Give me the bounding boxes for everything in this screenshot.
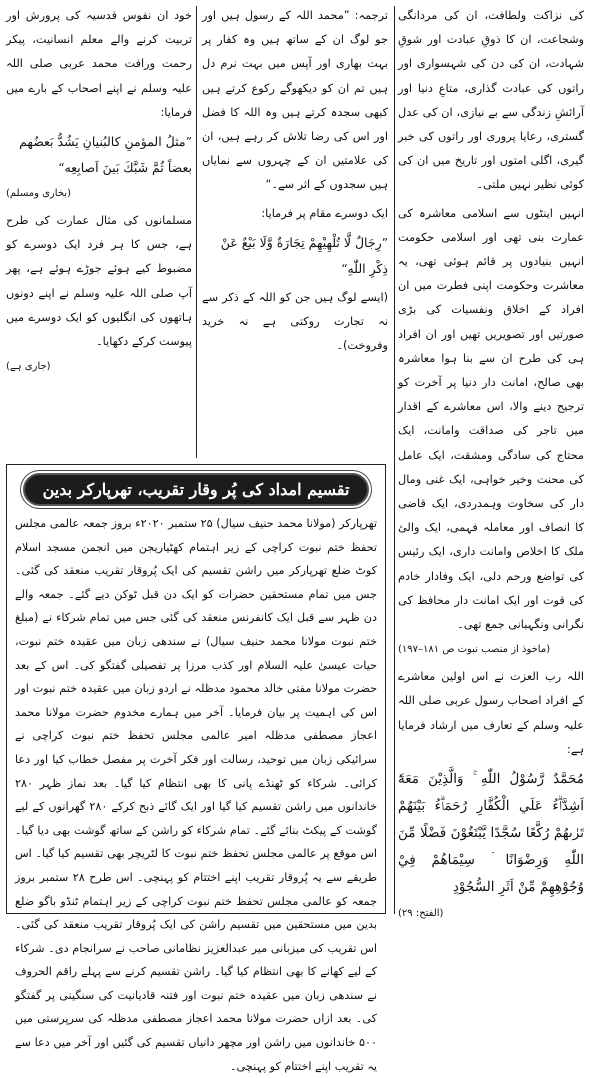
right-column: [398, 4, 584, 920]
right-column-paragraph-3: اللہ رب العزت نے اس اولین معاشرے کے افراد اصحاب رسول عربی صلی اللہ علیہ وسلم کے تعارف میں ارشاد فرمایا ہے:: [398, 670, 584, 756]
middle-column-intro: ایک دوسرے مقام پر فرمایا:: [261, 206, 388, 220]
continued-label: (جاری ہے): [6, 361, 51, 373]
news-body: تھرپارکر (مولانا محمد حنیف سیال) ۲۵ ستمبر ۲۰۲۰ء بروز جمعہ عالمی مجلس تحفظ ختم نبوت کراچی کے زیر اہتمام کھٹیاریجن میں انجمن مسجد اسلام کوٹ ضلع تھرپارکر میں راشن تقسیم کی ایک پُروقار تقریب منعقد کی گئی۔ جس میں تمام مستحقین حضرات کو ایک دن قبل ٹوکن دیے گئے۔ جمعہ والے دن ظہر سے قبل ایک کانفرنس منعقد کی گئی جس میں تمام شرکاء نے (مبلغ ختم نبوت مولانا محمد حنیف سیال) نے سندھی زبان میں عقیدہ ختم نبوت، حیات عیسیٰ علیہ السلام اور کذب مرزا پر تفصیلی گفتگو کی۔ اس کے بعد حضرت مولانا مفتی خالد محمود مدظلہ نے اردو زبان میں عقیدہ ختم نبوت اور اس کی اہمیت پر بیان فرمایا۔ آخر میں ہمارے مخدوم حضرت مولانا محمد اعجاز مصطفی مدظلہ امیر عالمی مجلس تحفظ ختم نبوت کراچی نے سرائیکی زبان میں توحید، رسالت اور فکر آخرت پر مفصل خطاب کیا اور دعا کرائی۔ شرکاء کو ٹھنڈے پانی کا بھی انتظام کیا گیا۔ بعد نماز ظہر ۲۸۰ خاندانوں میں راشن تقسیم کیا گیا اور ایک گائے ذبح کرکے ۲۸۰ گھرانوں کے لیے گوشت کے پیکٹ بنائے گئے۔ تمام شرکاء کو راشن کے ساتھ گوشت بھی دیا گیا۔ اس موقع پر عالمی مجلس تحفظ ختم نبوت کا لٹریچر بھی تقسیم کیا گیا۔ اس طریقے سے یہ پُروقار تقریب اپنے اختتام کو پہنچی۔ اس طرح ۲۸ ستمبر بروز جمعہ کو عالمی مجلس تحفظ ختم نبوت کراچی کے زیر اہتمام ٹنڈو باگو ضلع بدین میں مستحقین میں تقسیم راشن کی ایک پُروقار تقریب منعقد کی گئی۔ اس تقریب کی میزبانی میر عبدالعزیز نظامانی صاحب نے سرانجام دی۔ شرکاء کے لیے کھانے کا بھی انتظام کیا گیا۔ راشن تقسیم کرنے سے پہلے راقم الحروف نے سندھی زبان میں عقیدہ ختم نبوت اور فتنہ قادیانیت کی سنگینی پر گفتگو کی۔ بعد ازاں حضرت مولانا محمد اعجاز مصطفی مدظلہ کی سرپرستی میں ۵۰۰ خاندانوں میں راشن اور مچھر دانیاں تقسیم کی گئیں اور آخر میں دعا سے یہ تقریب اپنے اختتام کو پہنچی۔: [15, 517, 377, 1073]
middle-column-translation: (ایسے لوگ ہیں جن کو اللہ کے ذکر سے نہ تجارت روکتی ہے نہ خرید وفروخت)۔: [202, 290, 388, 353]
middle-column: [202, 4, 388, 462]
translation-paragraph: ترجمہ: ”محمد اللہ کے رسول ہیں اور جو لوگ ان کے ساتھ ہیں وہ کفار پر بہت بھاری اور آپس میں بہت نرم دل ہیں تم ان کو دیکھوگے رکوع کرتے ہیں کبھی سجدہ کرتے ہیں وہ اللہ کا فضل اور اس کی رضا تلاش کر رہے ہیں، ان کی علامتیں ان کے چہروں سے نمایاں ہیں سجدوں کے اثر سے۔“: [202, 9, 388, 192]
column-divider-left: [196, 6, 197, 458]
column-divider-right: [394, 6, 395, 914]
news-box: [6, 464, 386, 1073]
left-column: [6, 4, 192, 462]
left-column-paragraph-1: خود ان نفوس قدسیہ کی پرورش اور تربیت کرنے والے معلم انسانیت، پیکر رحمت ورافت محمد عربی صلی اللہ علیہ وسلم نے اپنے اصحاب کے بارے میں فرمایا:: [6, 9, 192, 119]
quran-verse-2: ”رِجَالٌ لَّا تُلْهِيْهِمْ تِجَارَةٌ وَّلَا بَيْعٌ عَنْ ذِكْرِ اللّٰهِ“: [220, 234, 388, 276]
left-column-paragraph-2: مسلمانوں کی مثال عمارت کی طرح ہے، جس کا ہر فرد ایک دوسرے کو مضبوط کیے ہوئے جوڑے ہوئے ہے، پھر آپ صلی اللہ علیہ وسلم نے اپنے دونوں ہاتھوں کی انگلیوں کو ایک دوسرے میں پیوست کرکے دکھایا۔: [6, 214, 192, 349]
source-reference: (ماخوذ از منصب نبوت ص ۱۸۱–۱۹۷): [398, 644, 551, 656]
right-column-paragraph-2: انہیں اینٹوں سے اسلامی معاشرہ کی عمارت بنی تھی اور اسلامی حکومت انہیں بنیادوں پر قائم ہوئی تھی، یہ معاشرت وحکومت اپنی فطرت میں ان افراد کے اخلاق ونفسیات کی بڑی صورتیں اور تصویریں تھیں اور ان افراد ہی کی طرح ان سے بنا ہوا معاشرہ بھی صالح، امانت دار دنیا پر آخرت کو ترجیح دینے والا، اس معاشرے کے اقدار میں تاجر کی صداقت وامانت، ایک محتاج کی سادگی ومشقت، ایک عامل کی محنت وخیر خواہی، ایک غنی ومال دار کی سخاوت وہمدردی، ایک قاضی کا انصاف اور معاملہ فہمی، ایک والیٔ ملک کا اخلاص وامانت داری، ایک رئیس کی تواضع ورحم دلی، ایک وفادار خادم کی قوت اور ایک امانت دار محافظ کی نگرانی ونگہبانی جمع تھی۔: [398, 206, 584, 632]
headline-wrapper: [15, 473, 377, 506]
verse-reference: (الفتح: ۲۹): [398, 908, 444, 920]
news-headline: تقسیم امداد کی پُر وقار تقریب، تھرپارکر بدین: [23, 473, 370, 506]
hadith-reference: (بخاری ومسلم): [6, 188, 71, 200]
right-column-paragraph-1: کی نزاکت ولطافت، ان کی مردانگی وشجاعت، ان کا ذوقِ عبادت اور شوقِ شہادت، ان کی دن کی شہسواری اور راتوں کی عبادت گذاری، متاعِ دنیا اور آرائشِ زندگی سے بے نیازی، ان کی عدل گستری، رعایا پروری اور راتوں کی خبر گیری، اگلی امتوں اور تاریخ میں ان کی کوئی نظیر نہیں ملتی۔: [398, 9, 584, 192]
hadith-text: ”مثلُ المؤمنِ کالبُنیانِ یَشُدُّ بَعضُهم بعضاً ثُمَّ شَبَّكَ بَینَ اَصابِعِه“: [19, 134, 192, 176]
quran-verse: مُحَمَّدٌ رَّسُوْلُ اللّٰهِ ۚ وَالَّذِيْنَ مَعَهٗٓ اَشِدَّاۗءُ عَلَي الْكُفَّارِ رُحَمَاۗءُ بَيْنَهُمْ تَرٰىهُمْ رُكَّعًا سُجَّدًا يَّبْتَغُوْنَ فَضْلًا مِّنَ اللّٰهِ وَرِضْوَانًا ۡ سِيْمَاهُمْ فِيْ وُجُوْهِهِمْ مِّنْ اَثَرِ السُّجُوْدِ: [398, 771, 584, 896]
